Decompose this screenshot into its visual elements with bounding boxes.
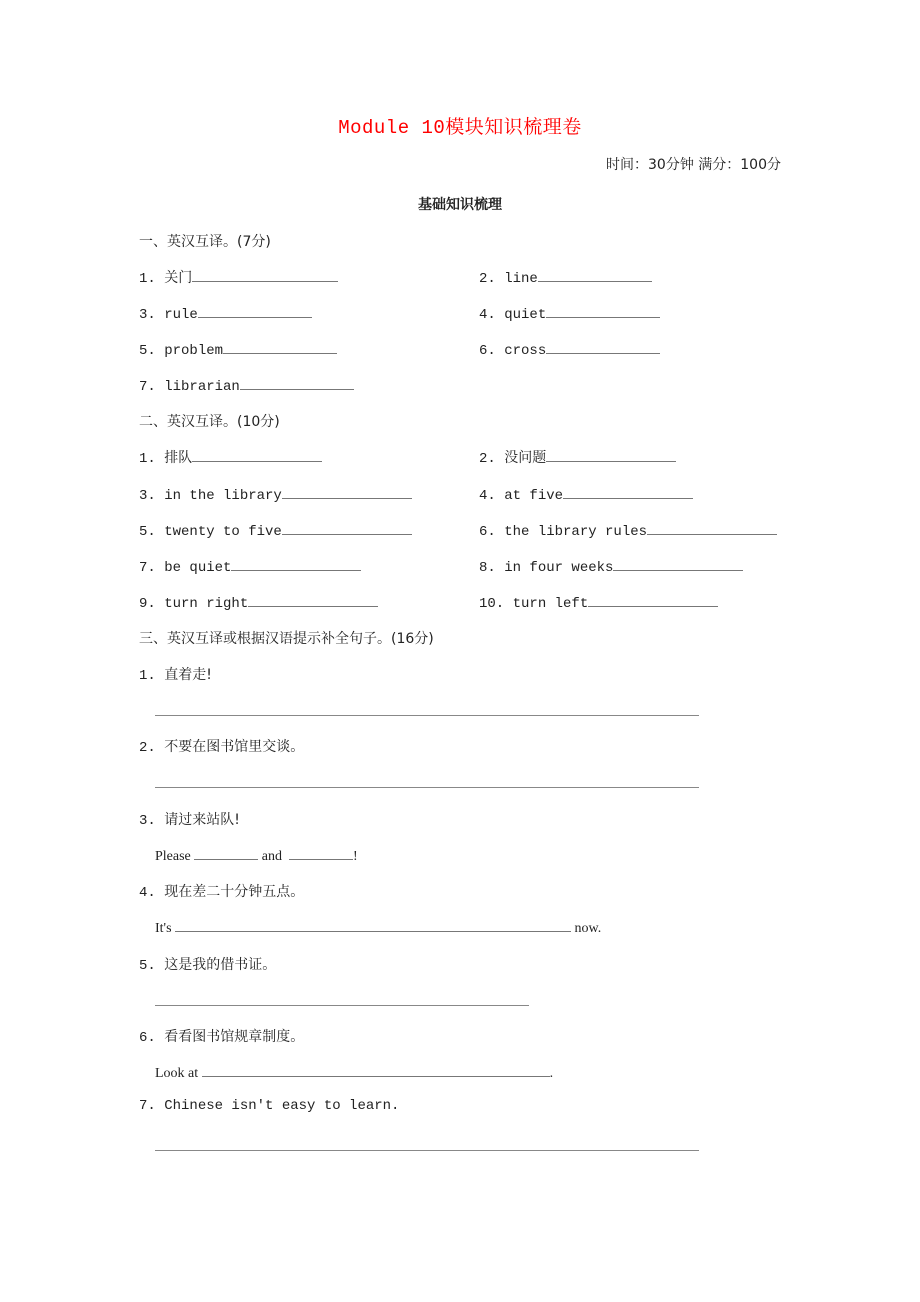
answer-blank[interactable] bbox=[563, 484, 693, 499]
answer-blank[interactable] bbox=[647, 520, 777, 535]
s2-item-10: 10. turn left bbox=[479, 592, 718, 612]
answer-line-7[interactable] bbox=[155, 1150, 699, 1151]
s3-item-1: 1. 直着走! bbox=[139, 667, 212, 684]
s2-item-8: 8. in four weeks bbox=[479, 556, 743, 576]
s2-item-6: 6. the library rules bbox=[479, 520, 777, 540]
s3-item-6-sentence: Look at . bbox=[155, 1062, 553, 1082]
answer-blank[interactable] bbox=[231, 556, 361, 571]
exam-meta: 时间：30分钟 满分：100分 bbox=[606, 157, 781, 173]
s2-item-9: 9. turn right bbox=[139, 592, 378, 612]
answer-blank[interactable] bbox=[202, 1062, 550, 1077]
s1-item-1: 1. 关门 bbox=[139, 267, 338, 287]
answer-blank[interactable] bbox=[240, 375, 354, 390]
answer-blank[interactable] bbox=[194, 845, 258, 860]
answer-blank[interactable] bbox=[198, 303, 312, 318]
answer-blank[interactable] bbox=[248, 592, 378, 607]
s3-item-5: 5. 这是我的借书证。 bbox=[139, 957, 277, 974]
s1-item-2: 2. line bbox=[479, 267, 652, 287]
s1-item-3: 3. rule bbox=[139, 303, 312, 323]
s1-item-7: 7. librarian bbox=[139, 375, 354, 395]
section1-heading: 一、英汉互译。(7分) bbox=[139, 234, 271, 250]
s3-item-7: 7. Chinese isn't easy to learn. bbox=[139, 1098, 400, 1114]
answer-blank[interactable] bbox=[588, 592, 718, 607]
answer-blank[interactable] bbox=[192, 267, 338, 282]
page-title: Module 10模块知识梳理卷 bbox=[338, 117, 582, 139]
answer-blank[interactable] bbox=[613, 556, 743, 571]
s2-item-7: 7. be quiet bbox=[139, 556, 361, 576]
answer-blank[interactable] bbox=[538, 267, 652, 282]
answer-blank[interactable] bbox=[282, 484, 412, 499]
s3-item-2: 2. 不要在图书馆里交谈。 bbox=[139, 739, 305, 756]
answer-blank[interactable] bbox=[282, 520, 412, 535]
s3-item-6: 6. 看看图书馆规章制度。 bbox=[139, 1029, 305, 1046]
s2-item-1: 1. 排队 bbox=[139, 447, 322, 467]
s1-item-6: 6. cross bbox=[479, 339, 660, 359]
answer-blank[interactable] bbox=[546, 447, 676, 462]
section-subtitle: 基础知识梳理 bbox=[418, 197, 502, 213]
answer-blank[interactable] bbox=[223, 339, 337, 354]
answer-line-1[interactable] bbox=[155, 715, 699, 716]
answer-line-2[interactable] bbox=[155, 787, 699, 788]
s2-item-4: 4. at five bbox=[479, 484, 693, 504]
s2-item-2: 2. 没问题 bbox=[479, 447, 676, 467]
s3-item-4: 4. 现在差二十分钟五点。 bbox=[139, 884, 305, 901]
answer-blank[interactable] bbox=[546, 303, 660, 318]
s1-item-4: 4. quiet bbox=[479, 303, 660, 323]
answer-blank[interactable] bbox=[175, 917, 571, 932]
section2-heading: 二、英汉互译。(10分) bbox=[139, 414, 280, 430]
answer-line-5[interactable] bbox=[155, 1005, 529, 1006]
s2-item-3: 3. in the library bbox=[139, 484, 412, 504]
answer-blank[interactable] bbox=[289, 845, 353, 860]
s3-item-4-sentence: It's now. bbox=[155, 917, 601, 937]
s2-item-5: 5. twenty to five bbox=[139, 520, 412, 540]
s3-item-3: 3. 请过来站队! bbox=[139, 812, 240, 829]
answer-blank[interactable] bbox=[192, 447, 322, 462]
answer-blank[interactable] bbox=[546, 339, 660, 354]
s1-item-5: 5. problem bbox=[139, 339, 337, 359]
section3-heading: 三、英汉互译或根据汉语提示补全句子。(16分) bbox=[139, 631, 434, 647]
s3-item-3-sentence: Please and ! bbox=[155, 845, 358, 865]
